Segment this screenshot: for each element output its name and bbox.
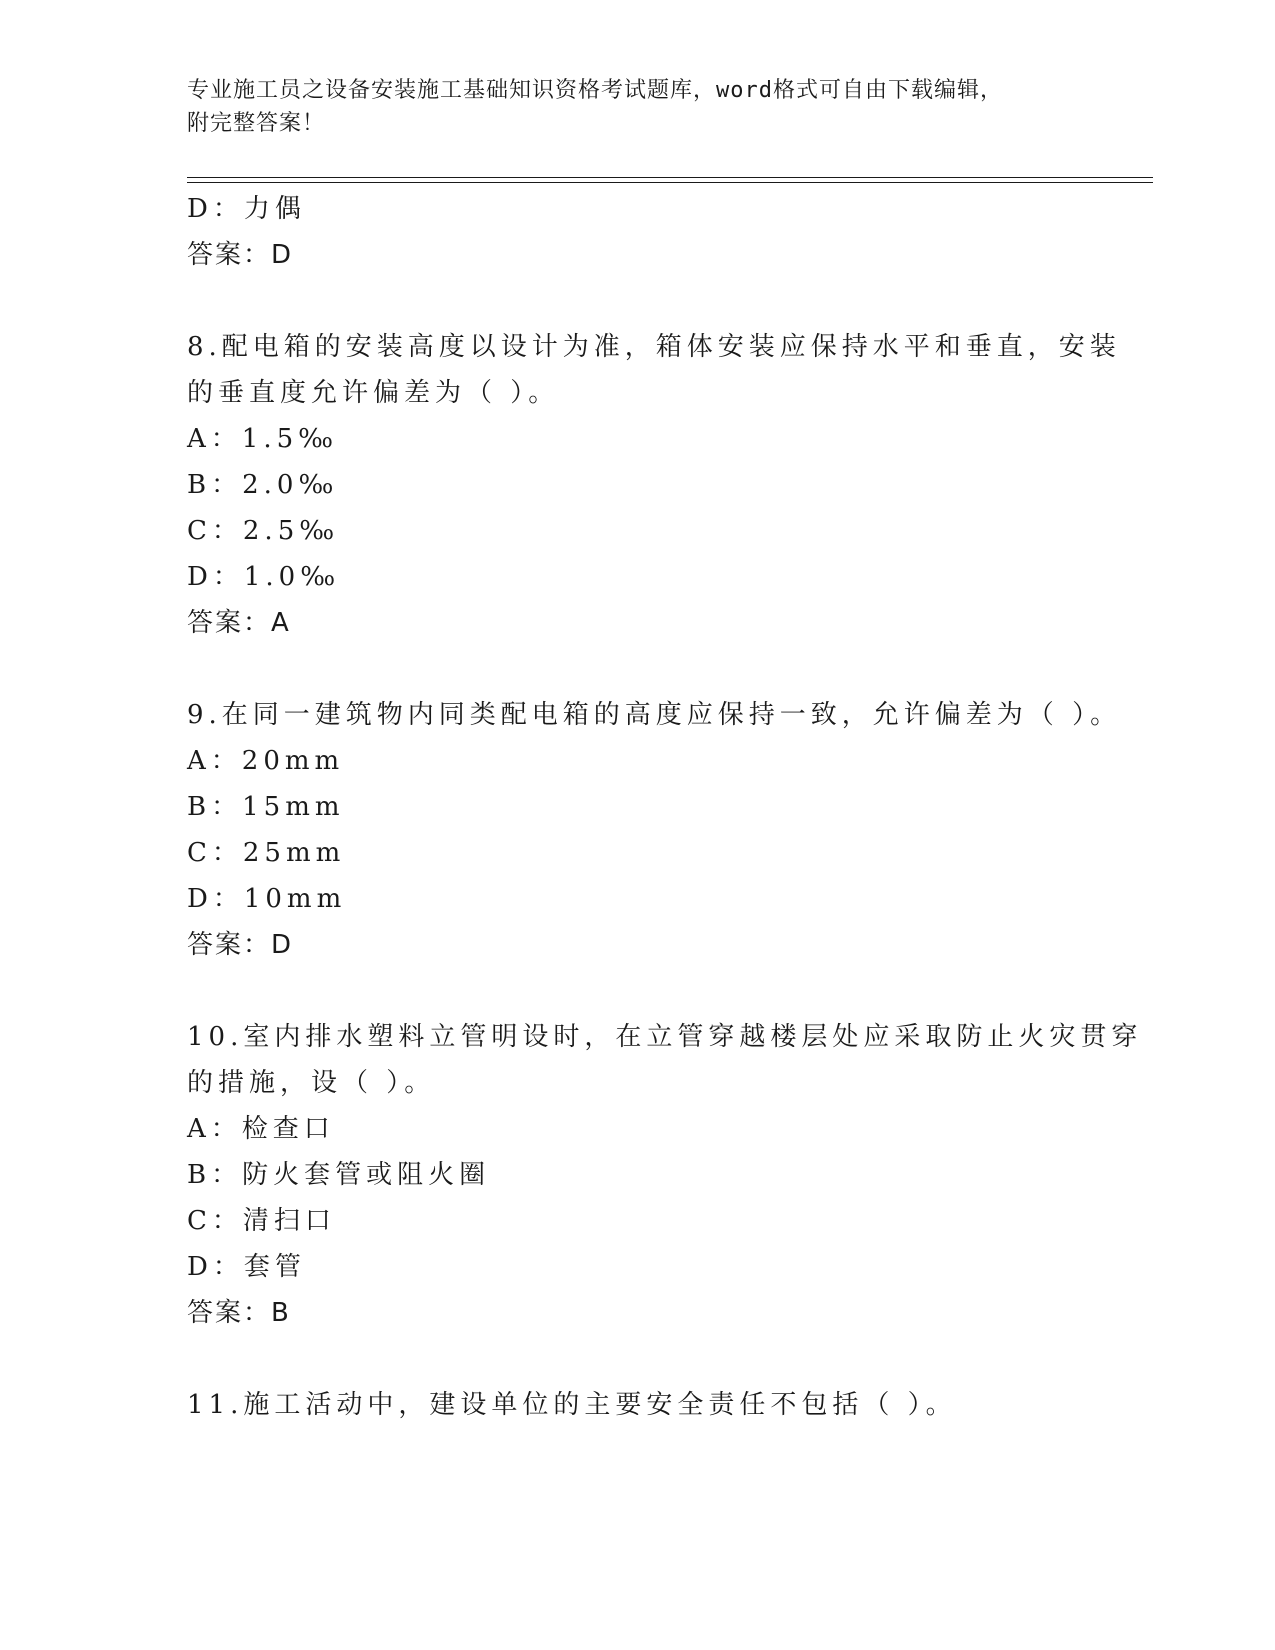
option-d: D：力偶 [187,194,306,224]
option-c: C：25mm [187,838,346,868]
answer-line: 答案：D [187,240,294,270]
option-d: D：套管 [187,1252,306,1282]
option-b: B：15mm [187,792,345,822]
question-9 [187,692,1122,968]
question-text-line-1: 9.在同一建筑物内同类配电箱的高度应保持一致，允许偏差为（ ）。 [187,700,1122,730]
option-d: D：1.0‰ [187,562,341,592]
question-11 [187,1382,1087,1428]
question-text-line-1: 11.施工活动中，建设单位的主要安全责任不包括（ ）。 [187,1390,957,1420]
question-text-line-1: 10.室内排水塑料立管明设时，在立管穿越楼层处应采取防止火灾贯穿 [187,1022,1143,1052]
header-line-2: 附完整答案！ [187,111,326,136]
answer-line: 答案：A [187,608,291,638]
option-c: C：2.5‰ [187,516,340,546]
question-text-line-2: 的垂直度允许偏差为（ ）。 [187,378,560,408]
answer-line: 答案：B [187,1298,291,1328]
answer-line: 答案：D [187,930,294,960]
option-a: A：20mm [187,746,345,776]
option-b: B：2.0‰ [187,470,339,500]
option-c: C：清扫口 [187,1206,336,1236]
header-line-1: 专业施工员之设备安装施工基础知识资格考试题库，word格式可自由下载编辑， [187,78,1003,103]
spacer [187,1336,1087,1382]
page-header [187,74,1087,140]
question-7-tail [187,186,1087,278]
question-8 [187,324,1121,646]
option-a: A：检查口 [187,1114,335,1144]
spacer [187,646,1087,692]
question-text-line-1: 8.配电箱的安装高度以设计为准，箱体安装应保持水平和垂直，安装 [187,332,1121,362]
header-divider-bottom [187,182,1153,183]
question-list [187,186,1143,1428]
option-b: B：防火套管或阻火圈 [187,1160,491,1190]
option-d: D：10mm [187,884,347,914]
header-divider-top [187,177,1153,178]
option-a: A：1.5‰ [187,424,339,454]
question-10 [187,1014,1143,1336]
spacer [187,278,1087,324]
spacer [187,968,1087,1014]
question-text-line-2: 的措施，设（ ）。 [187,1068,436,1098]
